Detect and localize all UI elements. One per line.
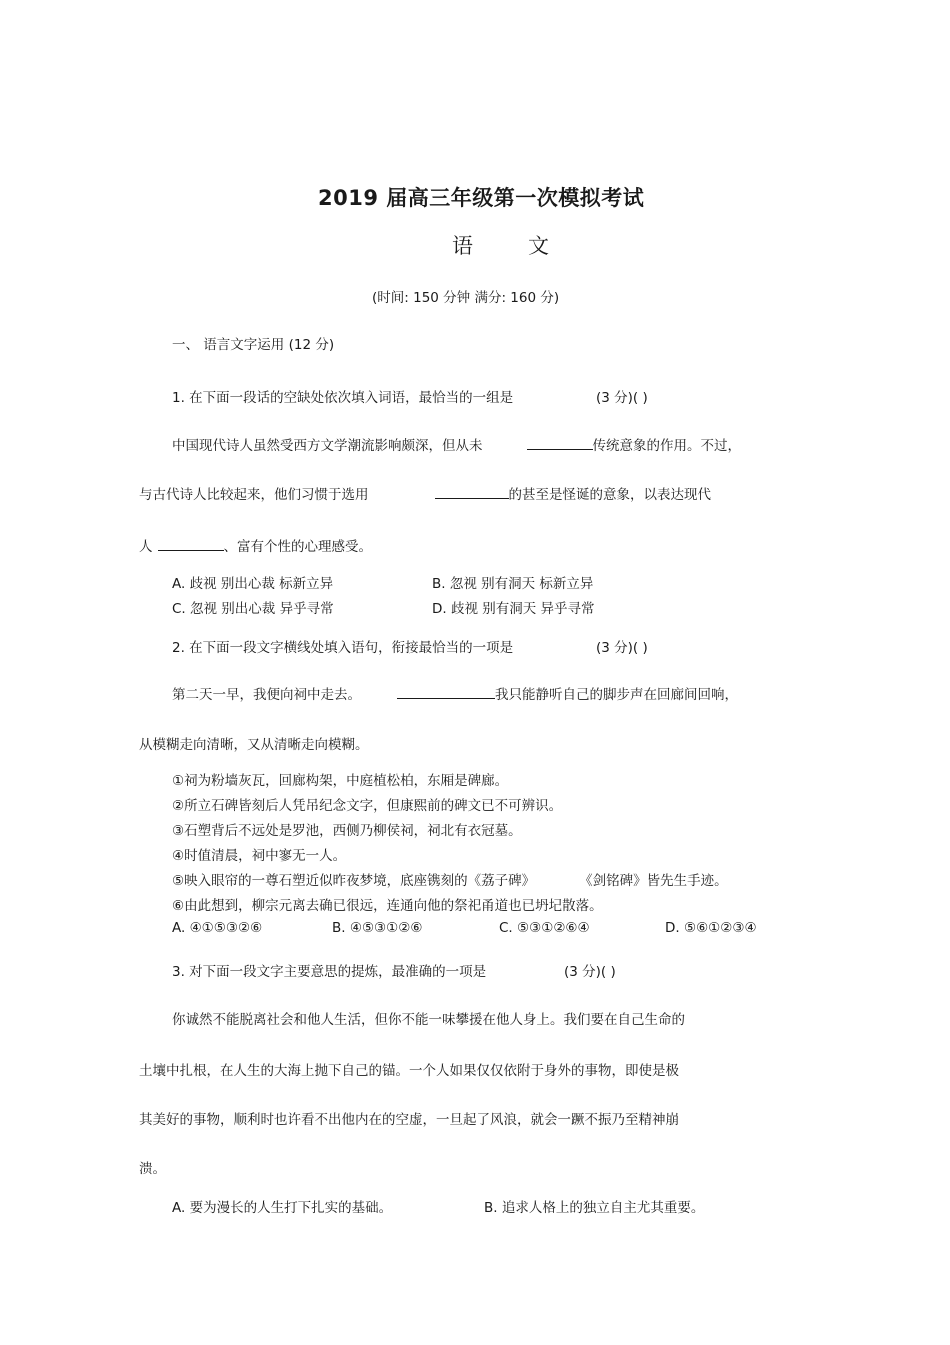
q2-option-b[interactable]: B. ④⑤③①②⑥ xyxy=(332,920,423,936)
q1-option-c[interactable]: C. 忽视 别出心裁 异乎寻常 xyxy=(172,601,334,617)
q1-passage-text: 中国现代诗人虽然受西方文学潮流影响颇深，但从未 xyxy=(172,438,483,454)
q1-passage-text: 人 xyxy=(139,539,153,555)
q2-score: (3 分)( ) xyxy=(596,640,648,656)
q2-sentence-6: ⑥由此想到，柳宗元离去确已很远，连通向他的祭祀甬道也已坍圮散落。 xyxy=(172,898,603,914)
q2-stem: 2. 在下面一段文字横线处填入语句，衔接最恰当的一项是 xyxy=(172,640,514,656)
q2-option-d[interactable]: D. ⑤⑥①②③④ xyxy=(665,920,757,936)
q3-passage-line4: 溃。 xyxy=(139,1161,166,1177)
subject-char-1: 语 xyxy=(452,234,473,258)
q1-passage-line2 xyxy=(139,483,711,503)
q1-score: (3 分)( ) xyxy=(596,390,648,406)
q2-passage-text: 第二天一早，我便向祠中走去。 xyxy=(172,687,361,703)
q3-score: (3 分)( ) xyxy=(564,964,616,980)
section-heading: 一、 语言文字运用 (12 分) xyxy=(172,337,335,353)
q2-option-c[interactable]: C. ⑤③①②⑥④ xyxy=(499,920,590,936)
q2-sentence-1: ①祠为粉墙灰瓦，回廊构架，中庭植松柏，东厢是碑廊。 xyxy=(172,773,509,789)
q2-sentence-3: ③石塑背后不远处是罗池，西侧乃柳侯祠，祠北有衣冠墓。 xyxy=(172,823,522,839)
exam-meta: (时间: 150 分钟 满分: 160 分) xyxy=(372,290,560,306)
q1-passage-line1 xyxy=(172,434,741,454)
q2-sentence-5-text: ⑤映入眼帘的一尊石塑近似昨夜梦境，底座镌刻的《荔子碑》 xyxy=(172,873,536,889)
q1-passage-text: 的甚至是怪诞的意象，以表达现代 xyxy=(508,487,711,503)
q1-blank-3 xyxy=(158,536,224,551)
q2-sentence-5 xyxy=(172,869,728,889)
q1-passage-text: 传统意象的作用。不过， xyxy=(592,438,741,454)
subject-char-2: 文 xyxy=(528,234,549,258)
q2-sentence-4: ④时值清晨，祠中寥无一人。 xyxy=(172,848,347,864)
q2-blank xyxy=(397,684,495,699)
q1-blank-1 xyxy=(527,435,593,450)
q1-option-a[interactable]: A. 歧视 别出心裁 标新立异 xyxy=(172,576,334,592)
q2-passage-line2: 从模糊走向清晰，又从清晰走向模糊。 xyxy=(139,737,369,753)
exam-title: 2019 届高三年级第一次模拟考试 xyxy=(318,186,645,210)
q2-sentence-2: ②所立石碑皆刻后人凭吊纪念文字，但康熙前的碑文已不可辨识。 xyxy=(172,798,563,814)
q1-option-d[interactable]: D. 歧视 别有洞天 异乎寻常 xyxy=(432,601,595,617)
q2-passage-text: 我只能静听自己的脚步声在回廊间回响， xyxy=(495,687,738,703)
q3-option-a[interactable]: A. 要为漫长的人生打下扎实的基础。 xyxy=(172,1200,393,1216)
q1-passage-text: 、富有个性的心理感受。 xyxy=(223,539,372,555)
q1-option-b[interactable]: B. 忽视 别有洞天 标新立异 xyxy=(432,576,594,592)
q3-passage-line2: 土壤中扎根，在人生的大海上抛下自己的锚。一个人如果仅仅依附于身外的事物，即使是极 xyxy=(139,1063,679,1079)
q1-stem: 1. 在下面一段话的空缺处依次填入词语，最恰当的一组是 xyxy=(172,390,514,406)
q1-passage-text: 与古代诗人比较起来，他们习惯于选用 xyxy=(139,487,369,503)
q3-stem: 3. 对下面一段文字主要意思的提炼，最准确的一项是 xyxy=(172,964,487,980)
q1-blank-2 xyxy=(435,484,509,499)
q2-sentence-5-text: 《剑铭碑》皆先生手迹。 xyxy=(579,873,728,889)
q2-option-a[interactable]: A. ④①⑤③②⑥ xyxy=(172,920,263,936)
q3-option-b[interactable]: B. 追求人格上的独立自主尤其重要。 xyxy=(484,1200,705,1216)
q3-passage-line1: 你诚然不能脱离社会和他人生活，但你不能一味攀援在他人身上。我们要在自己生命的 xyxy=(172,1012,685,1028)
q1-passage-line3 xyxy=(139,535,372,555)
q3-passage-line3: 其美好的事物，顺利时也许看不出他内在的空虚，一旦起了风浪，就会一蹶不振乃至精神崩 xyxy=(139,1112,679,1128)
q2-passage-line1 xyxy=(172,683,738,703)
